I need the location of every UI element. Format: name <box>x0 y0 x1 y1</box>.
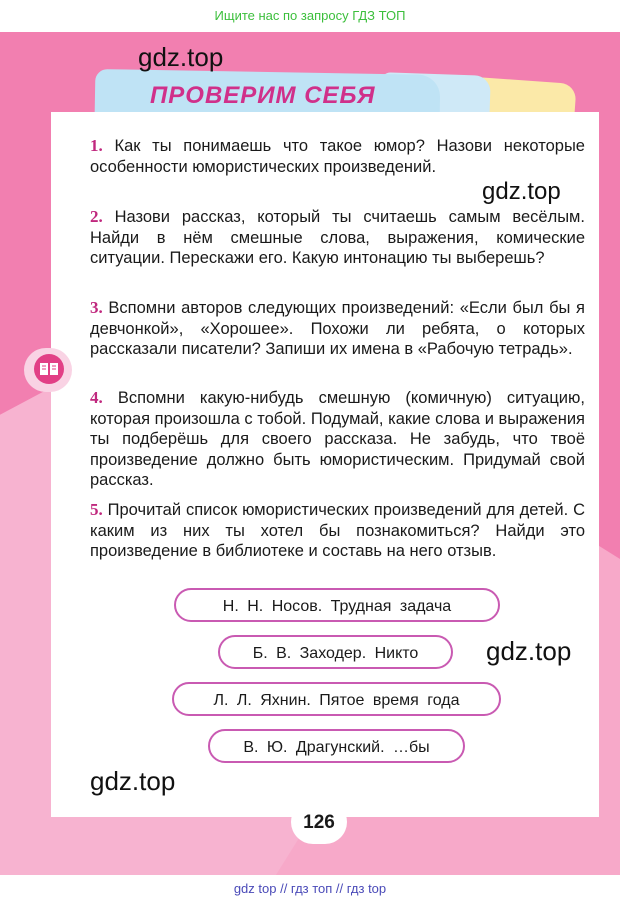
book-option: Н. Н. Носов. Трудная задача <box>174 588 500 622</box>
watermark: gdz.top <box>138 42 224 72</box>
watermark: gdz.top <box>486 636 572 666</box>
watermark: gdz.top <box>90 766 176 796</box>
question-4 <box>90 388 585 491</box>
question-3 <box>90 298 585 360</box>
question-number: 3. <box>90 298 103 317</box>
question-number: 4. <box>90 388 103 407</box>
question-text: Как ты понимаешь что такое юмор? Назови некоторые особенности юмористических произведений. <box>90 137 585 176</box>
question-number: 1. <box>90 136 103 155</box>
section-title: ПРОВЕРИМ СЕБЯ <box>150 82 376 109</box>
book-icon <box>34 354 64 384</box>
question-5 <box>90 500 585 562</box>
book-option: Б. В. Заходер. Никто <box>218 635 453 669</box>
question-2 <box>90 207 585 269</box>
question-text: Вспомни какую-нибудь смешную (комичную) ситуацию, которая произошла с тобой. Подумай, какие слова и выражения ты подберёшь для своего рассказа. Не забудь, что твоё произведение должно быть юмористическим. Придумай свой рассказ. <box>90 389 585 489</box>
question-number: 2. <box>90 207 103 226</box>
question-text: Прочитай список юмористических произведений для детей. С каким из них ты хотел бы познакомиться? Найди это произведение в библиотеке и составь на него отзыв. <box>90 501 585 560</box>
question-text: Назови рассказ, который ты считаешь самым весёлым. Найди в нём смешные слова, выражения, комические ситуации. Перескажи его. Какую интонацию ты выберешь? <box>90 208 585 267</box>
book-option: В. Ю. Драгунский. …бы <box>208 729 465 763</box>
question-text: Вспомни авторов следующих произведений: «Если был бы я девчонкой», «Хорошее». Похожи ли ребята, о которых рассказали писатели? Запиши их имена в «Рабочую тетрадь». <box>90 299 585 358</box>
footer-links[interactable]: gdz top // гдз топ // гдз top <box>0 875 620 905</box>
watermark: gdz.top <box>482 178 561 205</box>
top-banner[interactable]: Ищите нас по запросу ГДЗ ТОП <box>0 0 620 32</box>
book-option: Л. Л. Яхнин. Пятое время года <box>172 682 501 716</box>
question-1 <box>90 136 585 177</box>
page-number: 126 <box>303 812 335 833</box>
question-number: 5. <box>90 500 103 519</box>
